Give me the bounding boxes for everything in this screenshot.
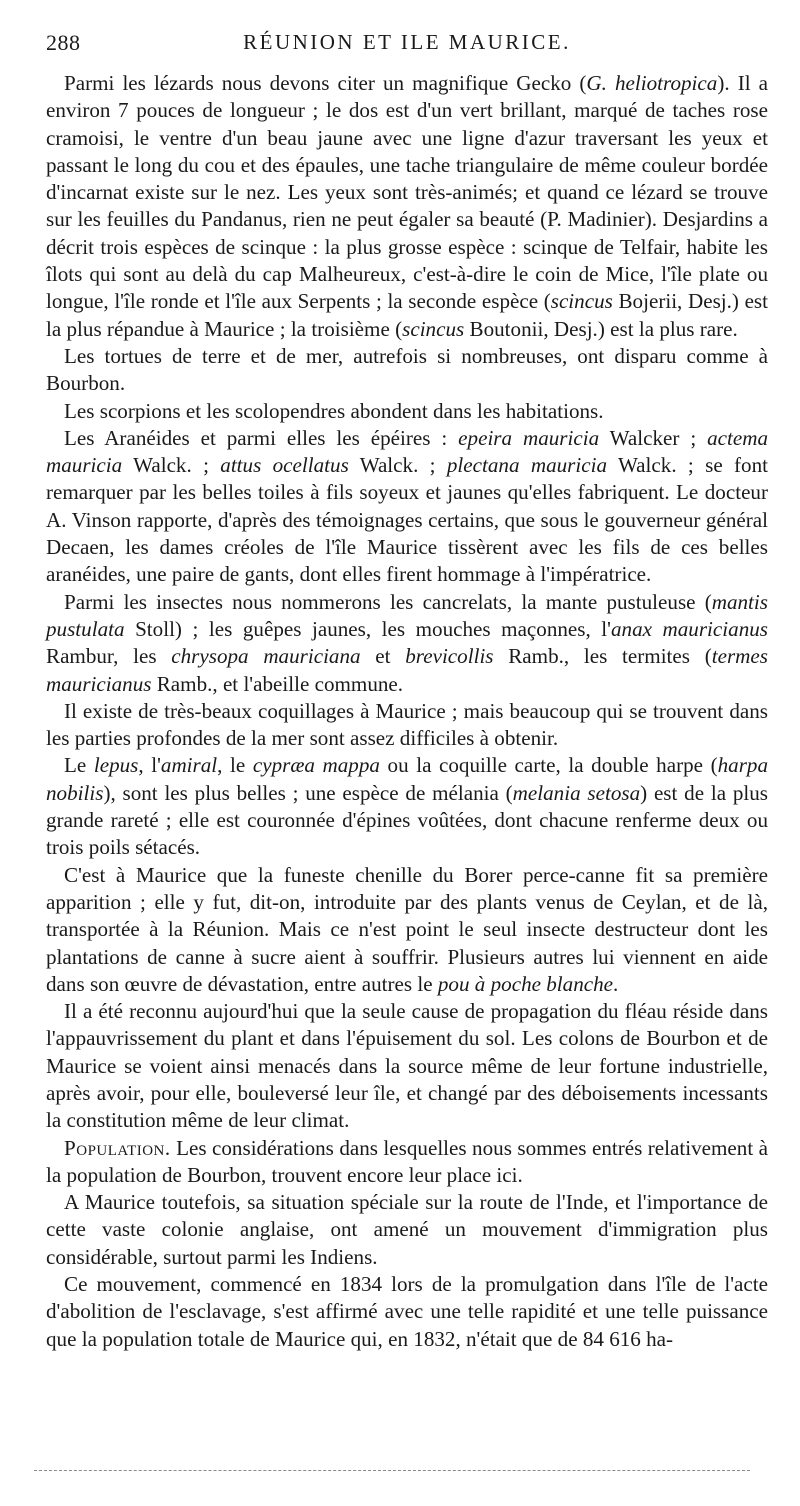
text-run: Stoll) ; les guêpes jaunes, les mouches maçonnes, l' — [124, 616, 611, 641]
italic-term: amiral — [160, 753, 218, 778]
italic-term: actema mauricia — [46, 425, 769, 478]
italic-term: plectana mauricia — [446, 453, 608, 478]
text-run: Les scorpions et les scolopendres abondent dans les habitations. — [64, 398, 604, 423]
text-run: Parmi les insectes nous nommerons les cancrelats, la mante pustuleuse ( — [64, 589, 712, 614]
italic-term: G. heliotropica — [586, 71, 718, 95]
text-run: Parmi les lézards nous devons citer un magnifique Gecko ( — [64, 71, 587, 95]
running-title: RÉUNION ET ILE MAURICE. — [243, 30, 571, 54]
text-run: Ce mouvement, commencé en 1834 lors de la promulgation dans l'île de l'acte d'abolition de l'esclavage, s'est affirmé avec une telle rapidité et une telle puissance que la population totale de Maurice qui, en 1832, n'était que de 84 616 ha- — [46, 1272, 768, 1351]
italic-term: scincus — [402, 316, 465, 341]
text-run: . — [613, 971, 619, 996]
paragraph — [46, 698, 768, 753]
italic-term: brevicollis — [405, 644, 494, 669]
paragraph — [46, 398, 768, 425]
text-run: Ramb., et l'abeille commune. — [151, 671, 404, 696]
text-run: et — [360, 644, 406, 669]
text-run: ). Il a environ 7 pouces de longueur ; le dos est d'un vert brillant, marqué de taches rose cramoisi, le ventre d'un beau jaune avec une ligne d'azur traversant les yeux et passant le long du cou et des épaules, une tache triangulaire de même couleur bordée d'incarnat existe sur le nez. Les yeux sont très-animés; et quand ce lézard se trouve sur les feuilles du Pandanus, rien ne peut égaler sa beauté (P. Madinier). Desjardins a décrit trois espèces de scinque : la plus grosse espèce : scinque de Telfair, habite les îlots qui sont au delà du cap Malheureux, c'est-à-dire le coin de Mice, l'île plate ou longue, l'île ronde et l'île aux Serpents ; la seconde espèce ( — [46, 71, 768, 314]
paragraph — [46, 425, 768, 589]
italic-term: pou à poche blanche — [437, 971, 614, 996]
italic-term: attus ocellatus — [220, 453, 349, 478]
text-run: ou la coquille carte, la double harpe ( — [379, 753, 718, 778]
paragraph — [46, 862, 768, 998]
text-run: Rambur, les — [46, 644, 172, 669]
text-run: A Maurice toutefois, sa situation spéciale sur la route de l'Inde, et l'importance de cette vaste colonie anglaise, ont amené un mouvement d'immigration plus considérable, surtout parmi les Indiens. — [46, 1190, 768, 1269]
italic-term: mantis pustulata — [46, 589, 768, 641]
footer-rule — [34, 1470, 750, 1471]
paragraph — [46, 343, 768, 398]
italic-term: scincus — [550, 289, 613, 314]
italic-term: anax mauricianus — [610, 616, 768, 641]
italic-term: lepus — [93, 753, 139, 778]
text-run: ), sont les plus belles ; une espèce de mélania ( — [103, 780, 513, 805]
text-run: Il a été reconnu aujourd'hui que la seule cause de propagation du fléau réside dans l'appauvrissement du plant et dans l'épuisement du sol. Les colons de Bourbon et de Maurice se voient ainsi menacés dans la source même de leur fortune industrielle, après avoir, pour elle, bouleversé leur île, et changé par des déboisements incessants la constitution même de leur climat. — [46, 999, 768, 1133]
text-run: Boutonii, Desj.) est la plus rare. — [464, 316, 738, 341]
text-run: Bojerii, Desj.) est la plus répandue à Maurice ; la troisième ( — [46, 289, 768, 341]
paragraph — [46, 1271, 768, 1353]
text-run: Il existe de très-beaux coquillages à Maurice ; mais beaucoup qui se trouvent dans les parties profondes de la mer sont assez difficiles à obtenir. — [46, 698, 768, 751]
text-run: Les tortues de terre et de mer, autrefois si nombreuses, ont disparu comme à Bourbon. — [46, 343, 768, 396]
text-run: Walck. ; — [348, 453, 447, 478]
text-run: Les Aranéides et parmi elles les épéires : — [64, 425, 459, 450]
text-run: , l' — [138, 753, 161, 778]
paragraph — [46, 752, 768, 861]
text-run: , le — [217, 753, 253, 778]
text-run: Walck. ; — [122, 453, 221, 478]
text-run: Les considérations dans lesquelles nous sommes entrés relativement à la population de Bourbon, trouvent encore leur place ici. — [46, 1135, 768, 1187]
page-header — [46, 30, 768, 62]
text-run: Walck. ; se font remarquer par les belles toiles à fils soyeux et jaunes qu'elles fabriquent. Le docteur A. Vinson rapporte, d'après des témoignages certains, que sous le gouverneur général Decaen, les dames créoles de l'île Maurice tissèrent avec les fils de ces belles aranéides, une paire de gants, dont elles firent hommage à l'impératrice. — [46, 453, 768, 587]
paragraph — [46, 1135, 768, 1190]
italic-term: melania setosa — [512, 780, 641, 805]
section-heading: Population. — [64, 1135, 171, 1160]
paragraph — [46, 589, 768, 698]
italic-term: termes mauricianus — [46, 644, 768, 696]
text-run: Le — [64, 753, 94, 778]
paragraph — [46, 1189, 768, 1271]
italic-term: epeira mauricia — [458, 425, 600, 450]
page-number: 288 — [46, 30, 81, 55]
italic-term: cypræa mappa — [252, 753, 380, 778]
text-run: Ramb., les termites ( — [493, 644, 712, 669]
italic-term: harpa nobilis — [46, 753, 769, 805]
text-run: Walcker ; — [599, 425, 708, 450]
text-run: C'est à Maurice que la funeste chenille du Borer perce-canne fit sa première apparition ; elle y fut, dit-on, introduite par des plants venus de Ceylan, et de là, transportée à la Réunion. Mais ce n'est point le seul insecte destructeur dont les plantations de canne à sucre aient à souffrir. Plusieurs autres lui viennent en aide dans son œuvre de dévastation, entre autres le — [46, 862, 768, 996]
paragraph — [46, 998, 768, 1134]
body-text — [46, 70, 768, 1353]
italic-term: chrysopa mauriciana — [171, 644, 361, 669]
text-run: ) est de la plus grande rareté ; elle est couronnée d'épines voûtées, dont chacune renferme deux ou trois poils sétacés. — [46, 780, 768, 860]
paragraph — [46, 70, 768, 343]
